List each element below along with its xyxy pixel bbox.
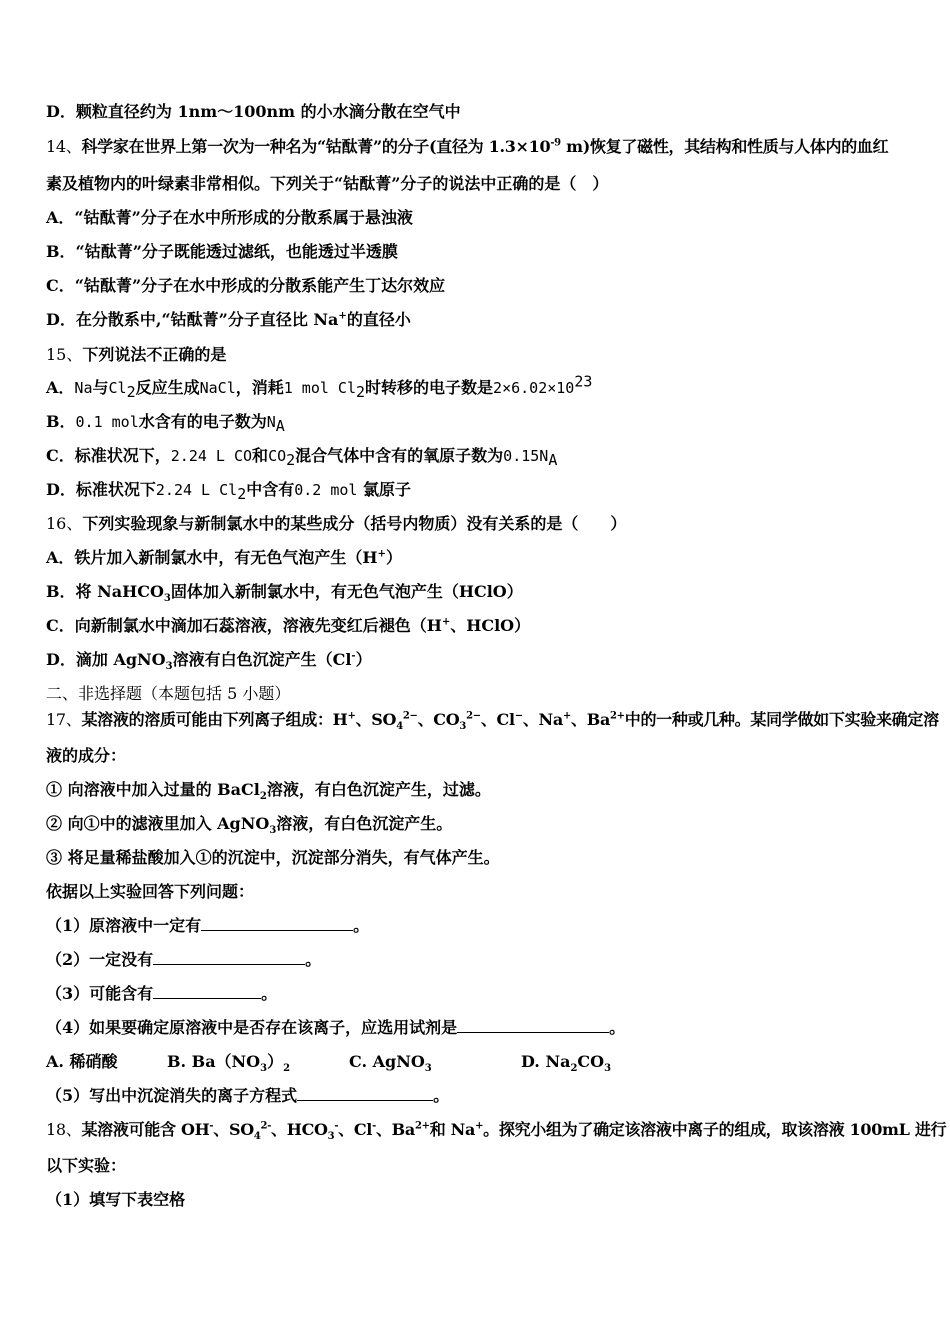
q15-option-label: A． bbox=[46, 378, 75, 397]
q14-option-b bbox=[46, 242, 398, 262]
q15-a-sub: 2 bbox=[126, 383, 136, 402]
q16-option-d bbox=[46, 650, 372, 673]
q15-option-d bbox=[46, 480, 412, 504]
q17-part-text: （5）写出中沉淀消失的离子方程式 bbox=[46, 1086, 298, 1105]
q18-stem-part: 、SO bbox=[213, 1120, 254, 1139]
q15-option-label: C． bbox=[46, 446, 75, 465]
q16-number: 16、 bbox=[46, 514, 83, 533]
q17-option-c-text: C. AgNO bbox=[349, 1052, 425, 1071]
q18-stem-part: 和 Na bbox=[429, 1120, 476, 1139]
q17-step-text: ① 向溶液中加入过量的 BaCl bbox=[46, 780, 260, 799]
q14-option-d-sup: + bbox=[338, 310, 347, 322]
q15-a-text: NaCl bbox=[199, 379, 236, 397]
q17-sup: + bbox=[562, 710, 572, 722]
q17-sup: 2+ bbox=[610, 710, 625, 722]
q15-d-text: 2.24 L Cl bbox=[155, 481, 238, 499]
q17-stem-line1 bbox=[46, 710, 939, 733]
q16-a-sup: + bbox=[377, 548, 386, 560]
q17-stem-part: 中的一种或几种。某同学做如下实验来确定溶 bbox=[624, 710, 939, 729]
q16-option-b bbox=[46, 582, 523, 605]
q15-b-text: 水含有的电子数为 bbox=[138, 412, 267, 431]
q17-part-text: 。 bbox=[433, 1086, 450, 1105]
q15-c-text: 和 bbox=[252, 446, 269, 465]
q15-c-sub: 2 bbox=[286, 451, 296, 470]
q15-option-a bbox=[46, 372, 593, 402]
q18-sup: - bbox=[372, 1120, 376, 1132]
q16-d-text: ） bbox=[355, 650, 372, 669]
q13-option-d-text: D．颗粒直径约为 1nm～100nm 的小水滴分散在空气中 bbox=[46, 102, 461, 121]
q17-sub: 3 bbox=[260, 1063, 268, 1075]
q17-sub: 3 bbox=[459, 721, 467, 733]
q16-c-text: 、HClO） bbox=[450, 616, 531, 635]
q17-sub: 3 bbox=[604, 1063, 612, 1075]
q15-a-text: ，消耗 bbox=[235, 378, 284, 397]
q17-stem-text: 液的成分： bbox=[46, 746, 127, 765]
q14-option-a-text: A．“钴酞菁”分子在水中所形成的分散系属于悬浊液 bbox=[46, 208, 413, 227]
q14-option-c-text: C．“钴酞菁”分子在水中形成的分散系能产生丁达尔效应 bbox=[46, 276, 446, 295]
q15-a-text: Na bbox=[74, 379, 93, 397]
q17-step-text: 溶液，有白色沉淀产生。 bbox=[276, 814, 453, 833]
section-heading bbox=[46, 684, 290, 704]
q18-sub: 3 bbox=[327, 1131, 335, 1143]
q15-d-text: 中含有 bbox=[246, 480, 295, 499]
q17-sub: 2 bbox=[259, 791, 267, 803]
answer-blank-1[interactable] bbox=[201, 916, 353, 931]
q17-stem-part: 某溶液的溶质可能由下列离子组成：H bbox=[81, 710, 348, 729]
q15-c-text: 混合气体中含有的氧原子数为 bbox=[295, 446, 504, 465]
q17-stem-part: 、Ba bbox=[571, 710, 611, 729]
q15-option-b bbox=[46, 412, 285, 436]
q17-part-text: 。 bbox=[305, 950, 322, 969]
q15-a-text: 与 bbox=[92, 378, 109, 397]
q17-option-c bbox=[349, 1052, 521, 1075]
q18-sup: + bbox=[475, 1120, 484, 1132]
q18-stem-part: 某溶液可能含 OH bbox=[81, 1120, 210, 1139]
q17-sup: + bbox=[347, 710, 356, 722]
q15-b-text: N bbox=[266, 413, 276, 431]
q17-option-a-text: A. 稀硝酸 bbox=[46, 1052, 118, 1071]
q14-stem-sup: -9 bbox=[550, 137, 561, 149]
q16-d-sup: - bbox=[351, 650, 356, 662]
q15-a-sub: 2 bbox=[356, 383, 366, 402]
q18-part1 bbox=[46, 1190, 185, 1210]
q17-stem-part: 、Cl bbox=[480, 710, 515, 729]
q17-part3 bbox=[46, 984, 277, 1004]
q18-sup: - bbox=[334, 1120, 339, 1132]
q18-sub: 4 bbox=[253, 1131, 261, 1143]
q17-part-text: （2）一定没有 bbox=[46, 950, 154, 969]
q15-a-text: 1 mol Cl bbox=[283, 379, 356, 397]
q16-b-text: 固体加入新制氯水中，有无色气泡产生（HClO） bbox=[170, 582, 523, 601]
q14-option-d-text: D．在分散系中,“钴酞菁”分子直径比 Na bbox=[46, 310, 339, 329]
q14-option-d bbox=[46, 310, 411, 330]
q15-option-c bbox=[46, 446, 558, 470]
answer-blank-4[interactable] bbox=[457, 1018, 609, 1033]
q17-stem-line2 bbox=[46, 746, 126, 766]
q17-sup: 2− bbox=[466, 710, 481, 722]
q17-number: 17、 bbox=[46, 710, 82, 729]
q18-stem-part: 、Cl bbox=[338, 1120, 373, 1139]
q17-part-text: （1）原溶液中一定有 bbox=[46, 916, 202, 935]
q15-a-text: 2×6.02×10 bbox=[493, 379, 575, 397]
q17-part2 bbox=[46, 950, 321, 970]
q16-stem bbox=[46, 514, 626, 534]
q16-a-text: A．铁片加入新制氯水中，有无色气泡产生（H bbox=[46, 548, 378, 567]
q17-option-b-text: B. Ba（NO bbox=[167, 1052, 261, 1071]
q16-option-c bbox=[46, 616, 530, 636]
q15-d-text: 0.2 mol bbox=[294, 481, 358, 499]
q16-d-text: D．滴加 AgNO bbox=[46, 650, 166, 669]
q18-stem-line1 bbox=[46, 1120, 947, 1143]
q15-b-sub: A bbox=[275, 417, 285, 436]
q14-option-c bbox=[46, 276, 445, 296]
q17-sub: 4 bbox=[396, 721, 403, 733]
q17-part-text: 。 bbox=[261, 984, 278, 1003]
q15-number: 15、 bbox=[46, 345, 83, 364]
q18-stem-text: 以下实验： bbox=[46, 1156, 127, 1175]
q15-c-text: 0.15N bbox=[503, 447, 549, 465]
q14-stem-part: 科学家在世界上第一次为一种名为“钴酞菁”的分子(直径为 1.3×10 bbox=[81, 137, 551, 156]
q15-c-sub: A bbox=[548, 451, 558, 470]
q17-stem-part: 、CO bbox=[417, 710, 460, 729]
q17-sub: 3 bbox=[424, 1063, 432, 1075]
answer-blank-3[interactable] bbox=[153, 984, 261, 999]
q17-part5 bbox=[46, 1086, 449, 1106]
q15-c-text: CO bbox=[268, 447, 287, 465]
q17-stem-part: 、Na bbox=[522, 710, 563, 729]
q18-sup: 2+ bbox=[414, 1120, 430, 1132]
q16-b-sub: 3 bbox=[163, 593, 171, 605]
q14-option-b-text: B．“钴酞菁”分子既能透过滤纸，也能透过半透膜 bbox=[46, 242, 398, 261]
section-heading-text: 二、非选择题（本题包括 5 小题） bbox=[46, 684, 291, 703]
q16-a-text: ） bbox=[385, 548, 402, 567]
q15-a-text: 反应生成 bbox=[135, 378, 200, 397]
q17-part4 bbox=[46, 1018, 625, 1038]
q17-part-text: 。 bbox=[353, 916, 370, 935]
q17-part-text: （3）可能含有 bbox=[46, 984, 154, 1003]
q18-number: 18、 bbox=[46, 1120, 82, 1139]
q18-sup: - bbox=[209, 1120, 214, 1132]
q15-b-text: 0.1 mol bbox=[75, 413, 139, 431]
answer-blank-5[interactable] bbox=[297, 1086, 433, 1101]
q17-step-text: 溶液，有白色沉淀产生，过滤。 bbox=[266, 780, 491, 799]
q18-sup: 2- bbox=[260, 1120, 272, 1132]
q17-option-d-text: CO bbox=[577, 1052, 605, 1071]
q18-part-text: （1）填写下表空格 bbox=[46, 1190, 186, 1209]
q16-c-sup: + bbox=[441, 616, 451, 628]
q15-a-sup: 23 bbox=[574, 372, 593, 391]
q17-step-text: ② 向①中的滤液里加入 AgNO bbox=[46, 814, 270, 833]
q14-stem-line1 bbox=[46, 137, 888, 157]
q14-stem-line2 bbox=[46, 174, 608, 194]
q16-d-sub: 3 bbox=[165, 661, 173, 673]
q17-part-text: 。 bbox=[609, 1018, 626, 1037]
q17-step-text: ③ 将足量稀盐酸加入①的沉淀中，沉淀部分消失，有气体产生。 bbox=[46, 848, 500, 867]
q17-step2 bbox=[46, 814, 453, 837]
q17-option-d bbox=[521, 1052, 612, 1075]
q15-a-text: 时转移的电子数是 bbox=[365, 378, 494, 397]
q14-stem-text: 素及植物内的叶绿素非常相似。下列关于“钴酞菁”分子的说法中正确的是（ ） bbox=[46, 174, 609, 193]
q17-part1 bbox=[46, 916, 369, 936]
q14-option-d-text: 的直径小 bbox=[346, 310, 411, 329]
q17-option-b bbox=[167, 1052, 349, 1075]
q16-d-text: 溶液有白色沉淀产生（Cl bbox=[172, 650, 352, 669]
q17-intro bbox=[46, 882, 254, 902]
q17-option-a bbox=[46, 1052, 167, 1072]
q15-option-label: D． bbox=[46, 480, 76, 499]
q15-a-text: Cl bbox=[108, 379, 127, 397]
q17-sub: 2 bbox=[570, 1063, 578, 1075]
q15-c-text: 标准状况下， bbox=[74, 446, 171, 465]
q17-sup: − bbox=[514, 710, 523, 722]
q15-option-label: B． bbox=[46, 412, 76, 431]
q17-options bbox=[46, 1052, 612, 1075]
q14-stem-part: m)恢复了磁性，其结构和性质与人体内的血红 bbox=[560, 137, 889, 156]
q17-sub: 3 bbox=[269, 825, 277, 837]
q15-stem-text: 下列说法不正确的是 bbox=[82, 345, 227, 364]
q17-sub: 2 bbox=[283, 1063, 291, 1075]
q13-option-d bbox=[46, 102, 461, 122]
q15-d-text: 标准状况下 bbox=[75, 480, 156, 499]
q17-sup: 2− bbox=[402, 710, 418, 722]
q18-stem-line2 bbox=[46, 1156, 126, 1176]
q14-number: 14、 bbox=[46, 137, 82, 156]
q15-c-text: 2.24 L CO bbox=[170, 447, 253, 465]
q17-option-b-text: ） bbox=[267, 1052, 284, 1071]
q16-c-text: C．向新制氯水中滴加石蕊溶液，溶液先变红后褪色（H bbox=[46, 616, 442, 635]
q18-stem-part: 。探究小组为了确定该溶液中离子的组成，取该溶液 100mL 进行 bbox=[483, 1120, 947, 1139]
answer-blank-2[interactable] bbox=[153, 950, 305, 965]
q17-step3 bbox=[46, 848, 500, 868]
q16-stem-text: 下列实验现象与新制氯水中的某些成分（括号内物质）没有关系的是（ ） bbox=[82, 514, 627, 533]
q16-option-a bbox=[46, 548, 402, 568]
q14-option-a bbox=[46, 208, 413, 228]
q17-stem-part: 、SO bbox=[355, 710, 397, 729]
q16-b-text: B．将 NaHCO bbox=[46, 582, 164, 601]
q15-d-text: 氯原子 bbox=[357, 480, 412, 499]
q17-intro-text: 依据以上实验回答下列问题： bbox=[46, 882, 255, 901]
q18-stem-part: 、Ba bbox=[375, 1120, 415, 1139]
q18-stem-part: 、HCO bbox=[271, 1120, 328, 1139]
q17-option-d-text: D. Na bbox=[521, 1052, 571, 1071]
q17-step1 bbox=[46, 780, 491, 803]
q15-d-sub: 2 bbox=[237, 485, 247, 504]
q15-stem bbox=[46, 345, 226, 365]
q17-part-text: （4）如果要确定原溶液中是否存在该离子，应选用试剂是 bbox=[46, 1018, 458, 1037]
